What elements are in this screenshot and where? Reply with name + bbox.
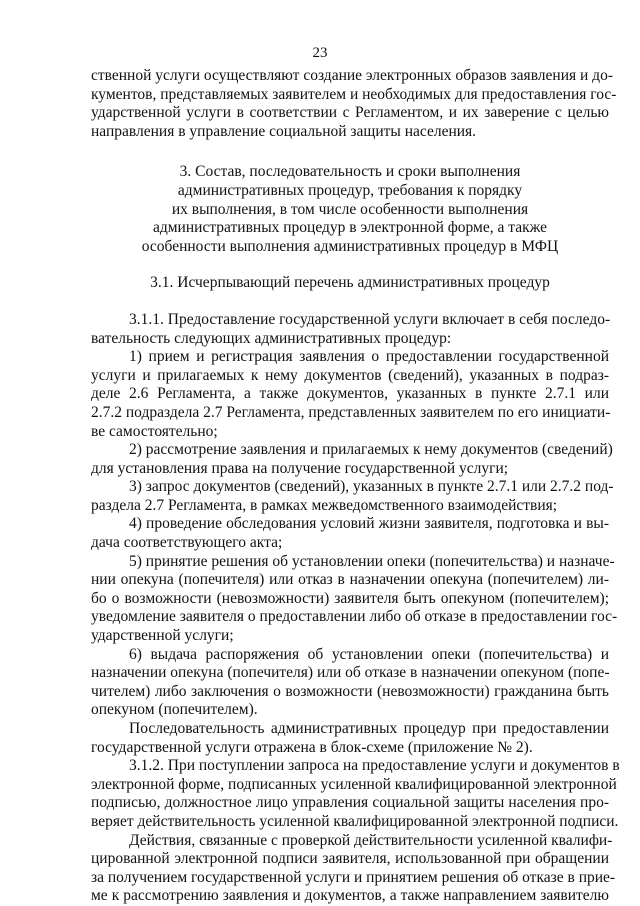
subsection-heading: 3.1. Исчерпывающий перечень административных процедур xyxy=(150,274,550,292)
text-line: уведомление заявителя о предоставлении либо об отказе в предоставлении гос- xyxy=(91,608,618,626)
text-line: цированной электронной подписи заявителя, использованной при обращении xyxy=(91,850,609,868)
text-line: услуги и прилагаемых к нему документов (сведений), указанных в подраз- xyxy=(91,366,609,384)
text-line: ударственной услуги; xyxy=(91,627,234,645)
text-line: ве самостоятельно; xyxy=(91,422,218,440)
text-line: опекуном (попечителем). xyxy=(91,701,258,719)
heading-line: их выполнения, в том числе особенности выполнения xyxy=(171,200,529,218)
text-line: 3) запрос документов (сведений), указанных в пункте 2.7.1 или 2.7.2 под- xyxy=(129,478,614,496)
text-line: подписью, должностное лицо управления социальной защиты населения про- xyxy=(91,794,609,812)
text-line: 5) принятие решения об установлении опеки (попечительства) и назначе- xyxy=(129,552,615,570)
text-line: ударственной услуги в соответствии с Регламентом, и их заверение с целью xyxy=(91,104,609,122)
text-line: направления в управление социальной защиты населения. xyxy=(91,122,477,140)
text-line: 3.1.2. При поступлении запроса на предоставление услуги и документов в xyxy=(129,757,620,775)
heading-line: особенности выполнения административных процедур в МФЦ xyxy=(141,237,559,255)
list-item-3 xyxy=(91,478,614,515)
text-line: 1) прием и регистрация заявления о предоставлении государственной xyxy=(129,348,609,366)
text-line: за получением государственной услуги и принятием решения об отказе в прие- xyxy=(91,868,616,886)
list-item-6 xyxy=(91,646,609,720)
text-line: деле 2.6 Регламента, а также документов, указанных в пункте 2.7.1 или xyxy=(91,385,609,403)
text-line: нии опекуна (попечителя) или отказ в назначении опекуна (попечителем) ли- xyxy=(91,571,609,589)
text-line: государственной услуги отражена в блок-схеме (приложение № 2). xyxy=(91,738,533,756)
paragraph-3-1-1 xyxy=(91,311,609,348)
text-line: ственной услуги осуществляют создание электронных образов заявления и до- xyxy=(91,67,613,84)
list-item-2 xyxy=(91,441,613,478)
text-line: чителем) либо заключения о возможности (невозможности) гражданина быть xyxy=(91,682,609,700)
text-line: электронной форме, подписанных усиленной квалифицированной электронной xyxy=(91,775,617,793)
page-content xyxy=(91,67,620,906)
paragraph-actions xyxy=(91,831,616,906)
list-item-5 xyxy=(91,552,618,646)
intro-paragraph xyxy=(91,67,617,141)
text-line: дача соответствующего акта; xyxy=(91,534,283,552)
text-line: для установления права на получение государственной услуги; xyxy=(91,459,509,477)
list-item-4 xyxy=(91,515,609,552)
text-line: 4) проведение обследования условий жизни заявителя, подготовка и вы- xyxy=(129,515,609,533)
text-line: бо о возможности (невозможности) заявителя быть опекуном (попечителем); xyxy=(91,589,609,607)
text-line: кументов, представляемых заявителем и необходимых для предоставления гос- xyxy=(91,85,617,103)
text-line: 3.1.1. Предоставление государственной услуги включает в себя последо- xyxy=(129,310,611,328)
text-line: ме к рассмотрению заявления и документов, а также направлением заявителю xyxy=(91,887,609,905)
text-line: веряет действительность усиленной квалифицированной электронной подписи. xyxy=(91,812,619,830)
paragraph-sequence xyxy=(91,720,609,757)
text-line: вательность следующих административных процедур: xyxy=(91,329,452,347)
text-line: 6) выдача распоряжения об установлении опеки (попечительства) и xyxy=(129,645,609,663)
text-line: 2.7.2 подраздела 2.7 Регламента, представленных заявителем по его инициати- xyxy=(91,403,611,421)
heading-line: административных процедур, требования к порядку xyxy=(177,181,523,199)
paragraph-3-1-2 xyxy=(91,757,620,831)
heading-line: административных процедур в электронной форме, а также xyxy=(152,219,548,237)
text-line: Действия, связанные с проверкой действительности усиленной квалифи- xyxy=(129,831,613,849)
text-line: Последовательность административных процедур при предоставлении xyxy=(129,720,609,737)
text-line: раздела 2.7 Регламента, в рамках межведомственного взаимодействия; xyxy=(91,496,558,514)
heading-line: 3. Состав, последовательность и сроки выполнения xyxy=(179,163,521,181)
list-item-1 xyxy=(91,348,609,441)
section-heading xyxy=(91,163,609,256)
text-line: 2) рассмотрение заявления и прилагаемых к нему документов (сведений) xyxy=(129,441,613,459)
page-number: 23 xyxy=(312,45,328,61)
text-line: назначении опекуна (попечителя) или об отказе в назначении опекуном (попе- xyxy=(91,664,610,682)
